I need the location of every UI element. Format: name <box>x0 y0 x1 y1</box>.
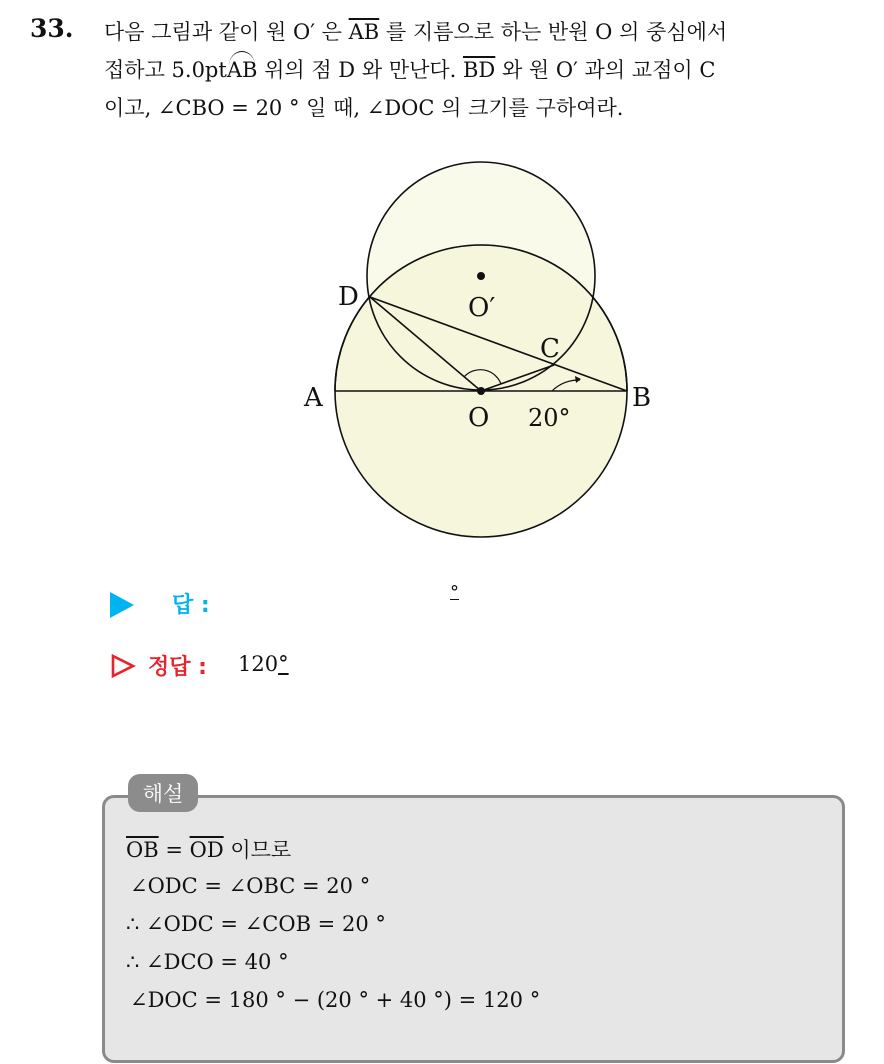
play-icon <box>110 592 134 618</box>
segment-ab: $\overline{AB}$ <box>348 20 380 44</box>
key-answer-unit: ° <box>278 652 289 676</box>
point-o-prime <box>477 272 485 280</box>
answer-blank-unit[interactable]: ° <box>450 582 459 603</box>
solution-tab: 해설 <box>128 774 198 812</box>
question-line1-part-b: 를 지름으로 하는 반원 O 의 중심에서 <box>379 20 728 44</box>
solution-segment-od: $\overline{OD}$ <box>189 838 224 862</box>
segment-bd: $\overline{BD}$ <box>463 58 496 82</box>
label-c: C <box>540 334 560 364</box>
solution-equals: = <box>158 838 190 862</box>
label-angle-20: 20° <box>528 404 571 432</box>
point-o <box>477 387 485 395</box>
question-line2-part-c: 와 원 O′ 과의 교점이 C <box>495 58 716 82</box>
question-line1-part-a: 다음 그림과 같이 원 O′ 은 <box>104 20 349 44</box>
question-text-line-3: 이고, ∠CBO = 20 ° 일 때, ∠DOC 의 크기를 구하여라. <box>104 96 624 120</box>
question-line2-part-b: 위의 점 D 와 만난다. <box>257 58 463 82</box>
geometry-figure <box>296 160 668 556</box>
label-d: D <box>338 282 359 312</box>
solution-segment-ob: $\overline{OB}$ <box>126 838 159 862</box>
label-o: O <box>468 403 490 433</box>
arc-ab: AB <box>226 58 258 82</box>
solution-line-1 <box>126 834 291 864</box>
answer-label: 답 : <box>172 593 210 618</box>
question-line2-part-a: 접하고 5.0pt <box>104 58 227 82</box>
question-text-line-1 <box>104 16 727 46</box>
label-b: B <box>632 383 652 413</box>
geometry-diagram <box>296 160 668 556</box>
label-a: A <box>304 383 323 413</box>
key-answer-value <box>238 652 289 676</box>
solution-line-4: ∴ ∠DCO = 40 ° <box>126 950 289 974</box>
question-number: 33. <box>30 14 74 43</box>
key-answer-label: 정답 : <box>148 655 207 680</box>
solution-line-3: ∴ ∠ODC = ∠COB = 20 ° <box>126 912 386 936</box>
label-o-prime: O′ <box>468 293 496 323</box>
question-text-line-2 <box>104 54 715 84</box>
play-outline-icon <box>110 653 136 679</box>
key-answer-number: 120 <box>238 652 279 676</box>
solution-line1-rest: 이므로 <box>223 838 292 862</box>
solution-line-5: ∠DOC = 180 ° − (20 ° + 40 °) = 120 ° <box>130 988 541 1012</box>
solution-line-2: ∠ODC = ∠OBC = 20 ° <box>130 874 371 898</box>
